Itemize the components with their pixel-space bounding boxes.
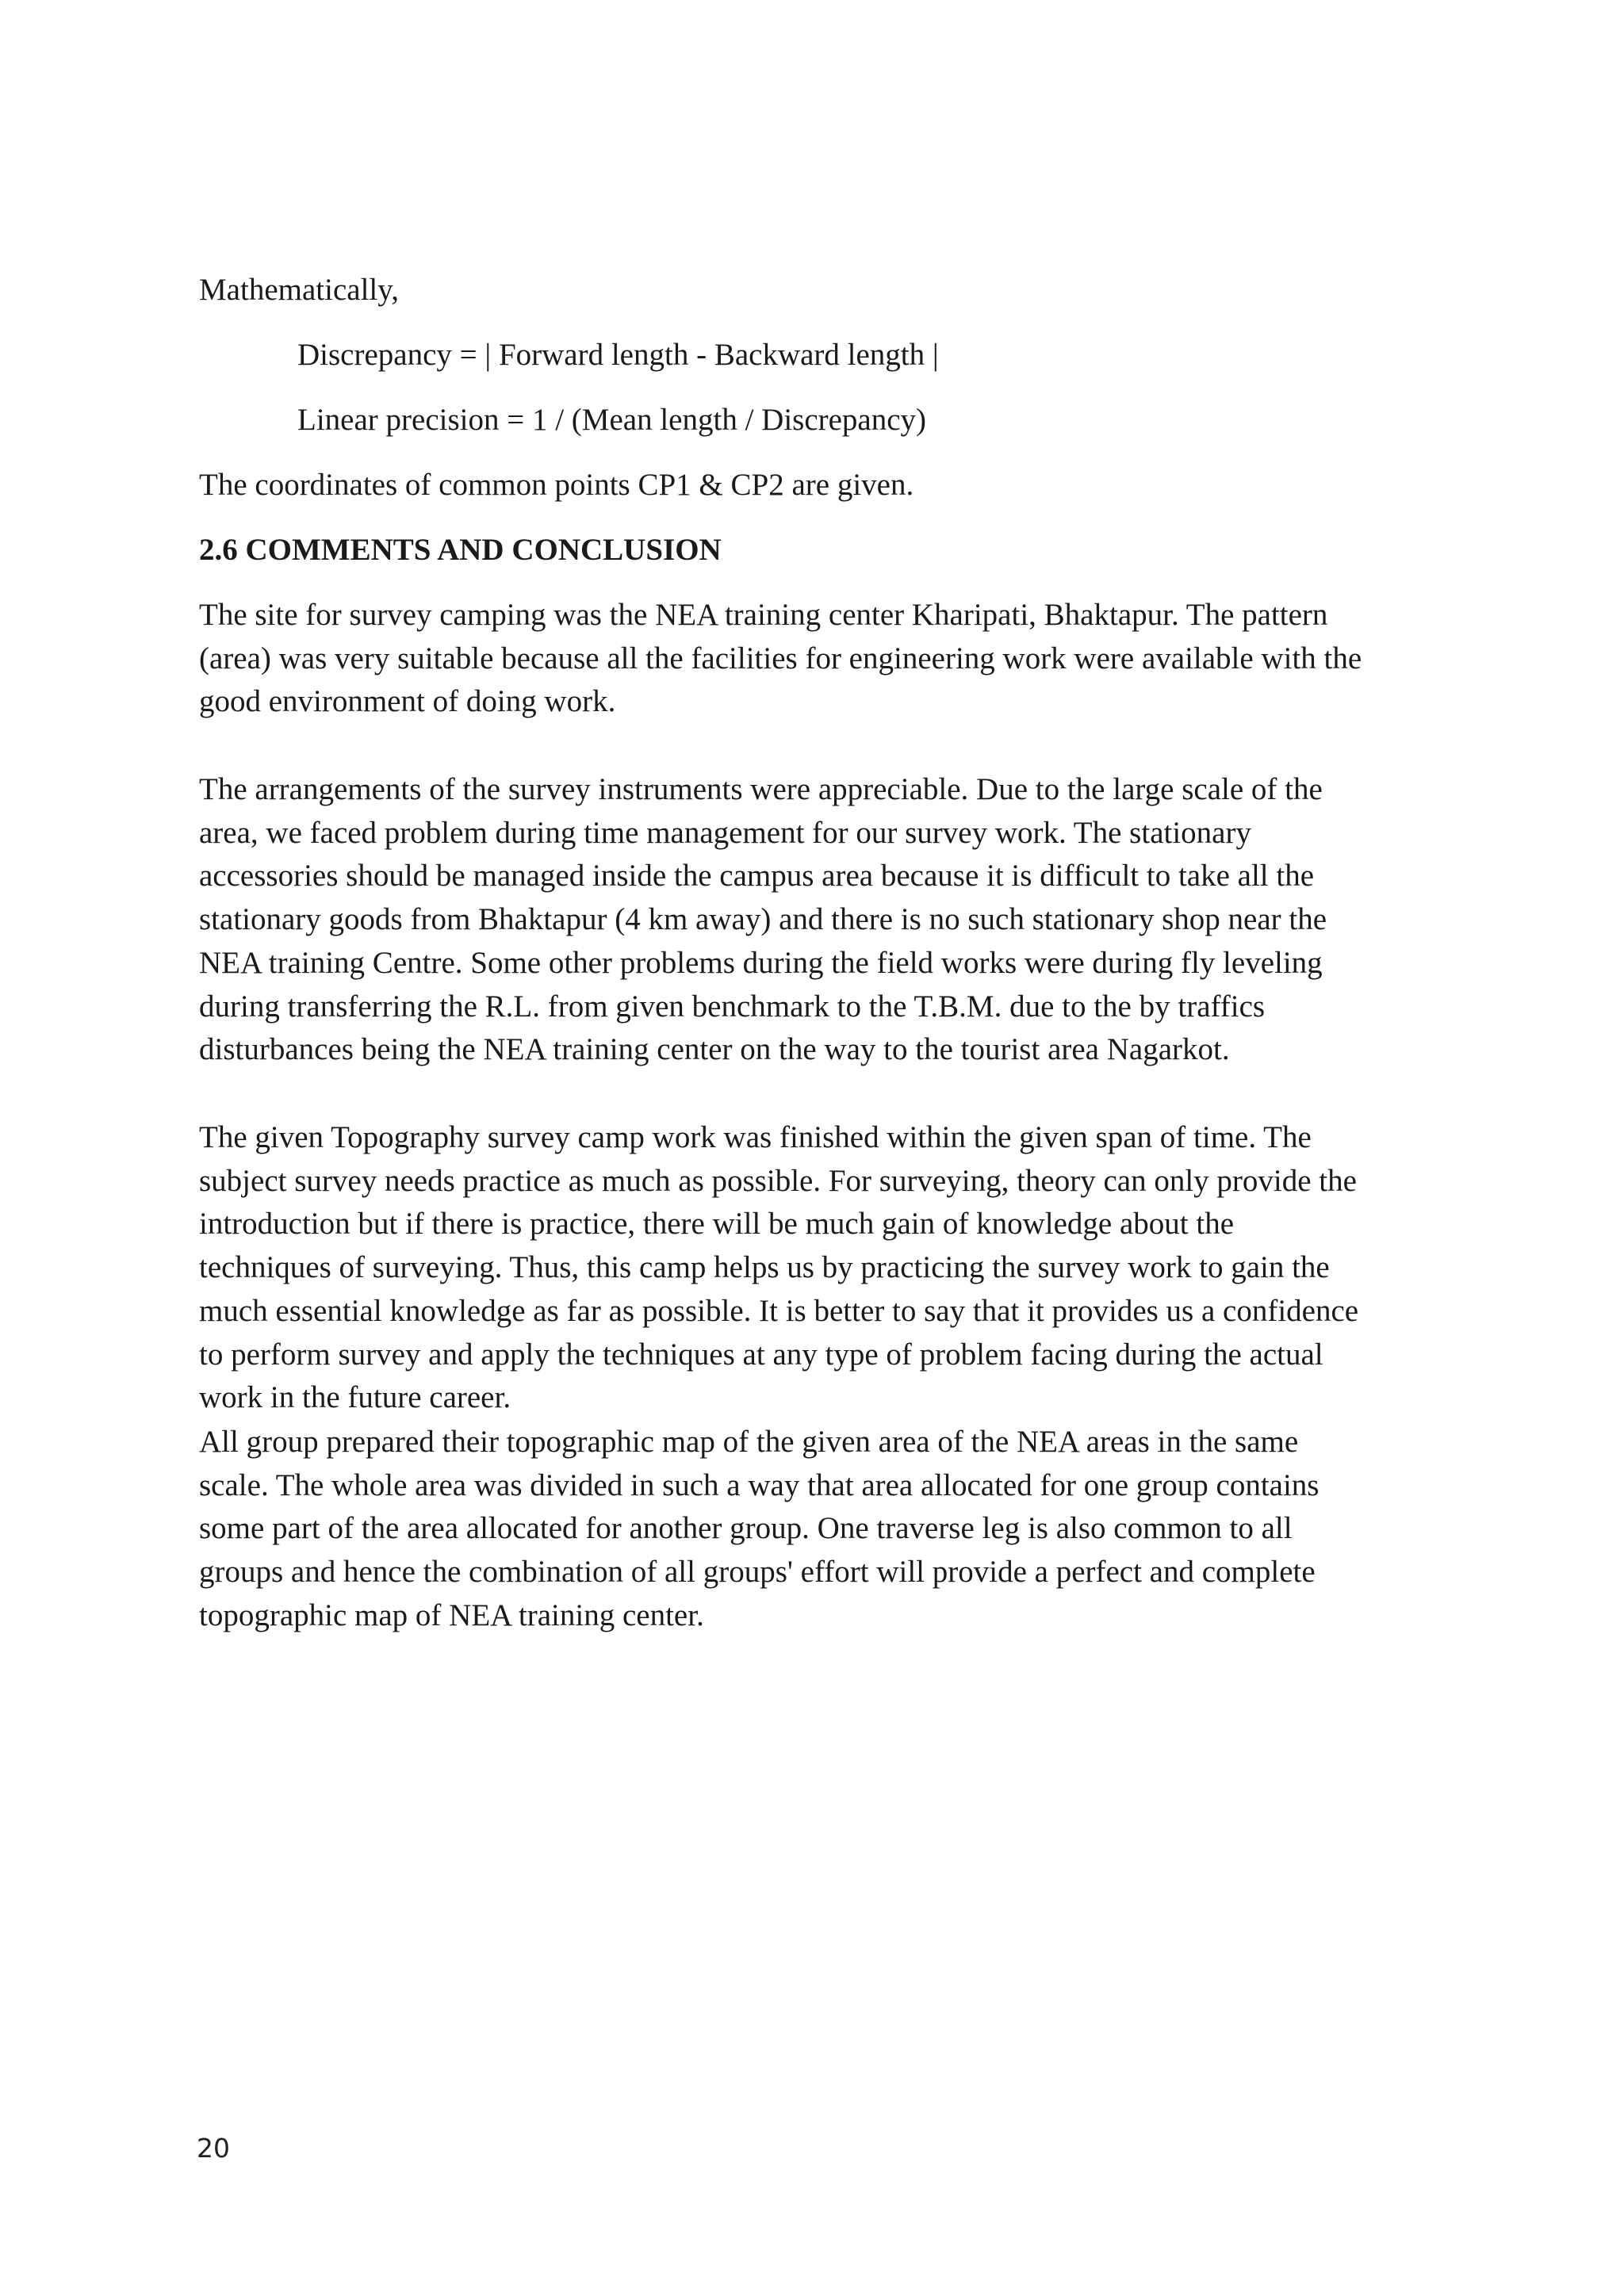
intro-label: Mathematically,	[199, 273, 399, 307]
coordinates-note: The coordinates of common points CP1 & CP2 are given.	[199, 468, 914, 502]
paragraph-site: The site for survey camping was the NEA training center Kharipati, Bhaktapur. The pattern (area) was very suitable because all the facilities for engineering work were available with the good environment of doing work.	[199, 598, 1362, 719]
paragraph-group-maps: All group prepared their topographic map of the given area of the NEA areas in the same scale. The whole area was divided in such a way that area allocated for one group contains some part of the area allocated for another group. One traverse leg is also common to all groups and hence the combination of all groups' effort will provide a perfect and complete topographic map of NEA training center.	[199, 1425, 1320, 1632]
paragraph-arrangements: The arrangements of the survey instruments were appreciable. Due to the large scale of the area, we faced problem during time management for our survey work. The stationary accessories should be managed inside the campus area because it is difficult to take all the stationary goods from Bhaktapur (4 km away) and there is no such stationary shop near the NEA training Centre. Some other problems during the field works were during fly leveling during transferring the R.L. from given benchmark to the T.B.M. due to the by traffics disturbances being the NEA training center on the way to the tourist area Nagarkot.	[199, 772, 1327, 1067]
page-number: 20	[197, 2133, 230, 2164]
formula-discrepancy: Discrepancy = | Forward length - Backward length |	[297, 338, 939, 372]
section-heading: 2.6 COMMENTS AND CONCLUSION	[199, 533, 722, 567]
paragraph-topography: The given Topography survey camp work was finished within the given span of time. The subject survey needs practice as much as possible. For surveying, theory can only provide the introduction but if there is practice, there will be much gain of knowledge about the techniques of surveying. Thus, this camp helps us by practicing the survey work to gain the much essential knowledge as far as possible. It is better to say that it provides us a confidence to perform survey and apply the techniques at any type of problem facing during the actual work in the future career.	[199, 1120, 1359, 1415]
formula-linear-precision: Linear precision = 1 / (Mean length / Discrepancy)	[297, 403, 927, 437]
